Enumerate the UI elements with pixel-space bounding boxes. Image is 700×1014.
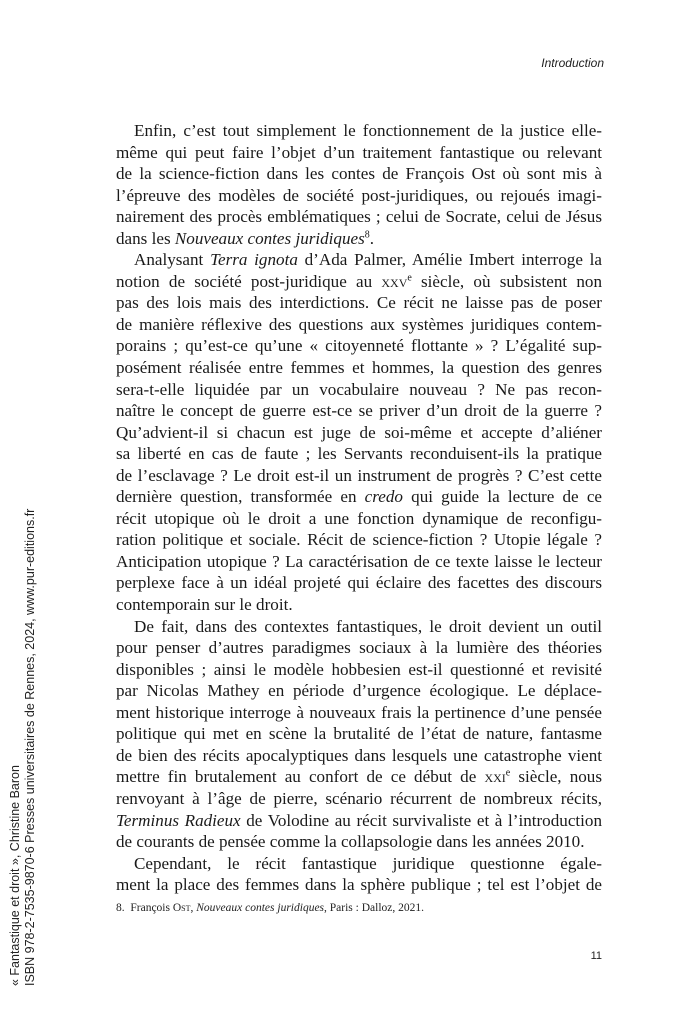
text-line: porains ; qu’est-ce qu’une « citoyenneté flottante » ? L’égalité sup- — [116, 336, 602, 356]
text-line: Qu’advient-il si chacun est juge de soi-même et accepte d’aliéner — [116, 422, 602, 442]
text-line: posément réalisée entre femmes et hommes, la question des genres — [116, 358, 602, 378]
text-line — [116, 766, 602, 788]
text-line: naître le concept de guerre est-ce se priver d’un droit de la guerre ? — [116, 401, 602, 421]
text-line: ration politique et sociale. Récit de science-fiction ? Utopie légale ? — [116, 530, 602, 550]
text-line: sa liberté en cas de faute ; les Servants reconduisent-ils la pratique — [116, 444, 602, 464]
text-line — [116, 228, 602, 250]
text-line: perplexe face à un idéal projeté qui éclaire des facettes des discours — [116, 573, 602, 593]
ordinal-suffix: e — [505, 767, 511, 779]
book-title: Terra ignota — [210, 250, 298, 270]
text-line: De fait, dans des contextes fantastiques, le droit devient un outil — [134, 616, 602, 636]
footnote-reference[interactable]: 8 — [364, 229, 370, 241]
text-line: politique qui met en scène la brutalité de l’état de nature, fantasme — [116, 724, 602, 744]
text-line: de bien des récits apocalyptiques dans lesquels une catastrophe vient — [116, 745, 602, 765]
text-line: nairement des procès emblématiques ; celui de Socrate, celui de Jésus — [116, 207, 602, 227]
text-line: contemporain sur le droit. — [116, 595, 293, 615]
footnote-title: Nouveaux contes juridiques — [196, 902, 325, 914]
body-text — [116, 120, 602, 896]
side-credit-line-1: « Fantastique et droit », Christine Baron — [8, 765, 22, 986]
text-fragment: notion de société post-juridique au — [116, 271, 382, 291]
paragraph-2 — [116, 249, 602, 615]
text-fragment: d’Ada Palmer, Amélie Imbert interroge la — [297, 250, 602, 270]
text-fragment: mettre fin brutalement au confort de ce début de — [116, 767, 485, 787]
text-line: sera-t-elle liquidée par un vocabulaire nouveau ? Ne pas recon- — [116, 379, 602, 399]
paragraph-1 — [116, 120, 602, 249]
footnote-author-first: François — [130, 902, 173, 914]
text-line: de manière réflexive des questions aux systèmes juridiques contem- — [116, 314, 602, 334]
footnote: 8. François Ost, Nouveaux contes juridiques, Paris : Dalloz, 2021. — [116, 902, 425, 914]
text-line — [116, 271, 602, 293]
text-line: Cependant, le récit fantastique juridique questionne égale- — [134, 853, 602, 873]
text-line: de courants de pensée comme la collapsologie dans les années 2010. — [116, 832, 585, 852]
book-title: Nouveaux contes juridiques — [174, 228, 365, 248]
text-line: Anticipation utopique ? La caractérisation de ce texte laisse le lecteur — [116, 551, 602, 571]
text-fragment: qui guide la lecture de ce — [402, 487, 603, 507]
text-fragment: de Volodine au récit survivaliste et à l’introduction — [240, 810, 603, 830]
text-line: ment la place des femmes dans la sphère publique ; tel est l’objet de — [116, 875, 602, 895]
paragraph-4 — [116, 853, 602, 896]
text-fragment: Analysant — [134, 250, 211, 270]
text-line: pour penser d’autres paradigmes sociaux à la lumière des théories — [116, 638, 602, 658]
book-title: Terminus Radieux — [116, 810, 241, 830]
text-line: disponibles ; ainsi le modèle hobbesien est-il questionné et revisité — [116, 659, 602, 679]
side-credit-line-2: ISBN 978-2-7535-9870-6 Presses universitaires de Rennes, 2024, www.pur-editions.fr — [23, 508, 37, 986]
page-number: 11 — [590, 950, 602, 962]
footnote-author-last: Ost — [172, 902, 191, 914]
text-line: l’épreuve des modèles de société post-juridiques, ou rejoués imagi- — [116, 185, 602, 205]
century-numeral: xxi — [484, 767, 506, 787]
paragraph-3 — [116, 616, 602, 853]
text-line: même qui peut faire l’objet d’un traitement fantastique ou relevant — [116, 142, 602, 162]
text-line: de la science-fiction dans les contes de François Ost où sont mis à — [116, 164, 602, 184]
italic-term: credo — [364, 487, 403, 507]
footnote-number: 8. — [116, 902, 125, 914]
text-line: par Nicolas Mathey en période d’urgence écologique. Le déplace- — [116, 681, 602, 701]
text-line: Enfin, c’est tout simplement le fonctionnement de la justice elle- — [134, 121, 602, 140]
text-fragment: . — [369, 228, 375, 248]
text-fragment: dans les — [116, 228, 175, 248]
text-line: récit utopique où le droit a une fonction dynamique de reconfigu- — [116, 508, 602, 528]
text-line: pas des lois mais des interdictions. Ce récit ne laisse pas de poser — [116, 293, 602, 313]
ordinal-suffix: e — [407, 272, 412, 284]
text-line — [116, 249, 602, 271]
text-line — [116, 486, 602, 508]
text-line: ment historique interroge à nouveaux frais la pertinence d’une pensée — [116, 702, 602, 722]
running-head: Introduction — [541, 56, 604, 70]
text-fragment: siècle, où subsistent non — [411, 271, 602, 291]
text-fragment: siècle, nous — [510, 767, 602, 787]
text-line — [116, 810, 602, 832]
side-credit — [8, 509, 38, 986]
footnote-publication: , Paris : Dalloz, 2021. — [324, 902, 425, 914]
text-line: renvoyant à l’âge de pierre, scénario récurrent de nombreux récits, — [116, 788, 602, 808]
text-line: de l’esclavage ? Le droit est-il un instrument de progrès ? C’est cette — [116, 465, 602, 485]
century-numeral: xxv — [381, 271, 408, 291]
text-fragment: dernière question, transformée en — [116, 487, 365, 507]
